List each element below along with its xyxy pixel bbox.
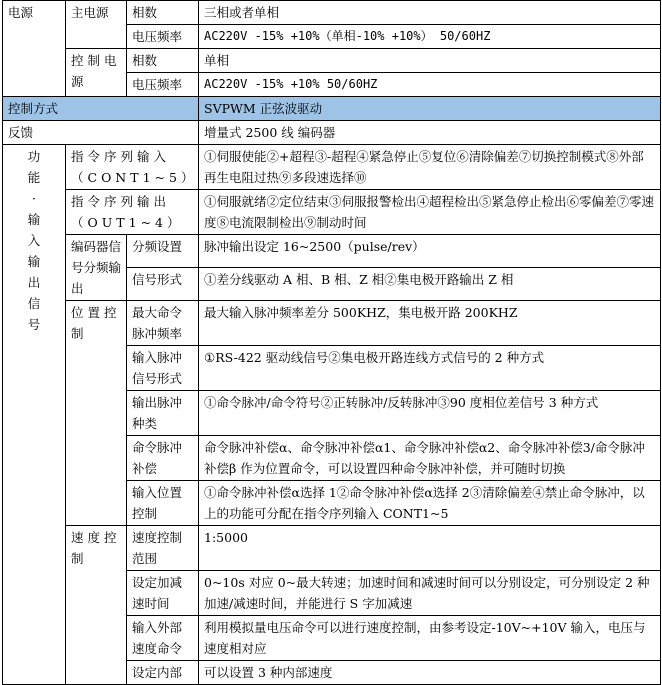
- control-mode-value: SVPWM 正弦波驱动: [199, 97, 661, 121]
- control-mode-label: 控制方式: [3, 97, 199, 121]
- cmd-input-value: ①伺服使能②+超程③-超程④紧急停止⑤复位⑥清除偏差⑦切换控制模式⑧外部再生电阻过热⑨多段速选择⑩: [199, 145, 661, 190]
- functions-label: 功 能 · 输 入 输 出 信 号: [3, 145, 66, 685]
- encoder-signal-value: ①差分线驱动 A 相、B 相、Z 相②集电极开路输出 Z 相: [199, 268, 661, 301]
- control-power-label: 控制电源: [66, 49, 127, 97]
- cmd-output-row: [3, 190, 661, 235]
- cmd-output-label: 指令序列输出（OUT1~4）: [66, 190, 199, 235]
- speed-accel-value: 0~10s 对应 0~最大转速；加速时间和减速时间可以分别设定，可分别设定 2 种加速/减速时间，并能进行 S 字加减速: [199, 571, 661, 616]
- speed-label: 速度控制: [66, 526, 127, 685]
- encoder-division-label: 分频设置: [127, 235, 199, 268]
- encoder-signal-label: 信号形式: [127, 268, 199, 301]
- control-mode-row: [3, 97, 661, 121]
- main-power-phase-row: [3, 1, 661, 25]
- position-input-form-label: 输入脉冲信号形式: [127, 346, 199, 391]
- position-compensation-value: 命令脉冲补偿α、命令脉冲补偿α1、命令脉冲补偿α2、命令脉冲补偿3/命令脉冲补偿β 作为位置命令，可以设置四种命令脉冲补偿，并可随时切换: [199, 436, 661, 481]
- control-voltage-label: 电压频率: [127, 73, 199, 97]
- position-label: 位置控制: [66, 301, 127, 526]
- control-voltage-value: AC220V -15% +10% 50/60HZ: [199, 73, 661, 97]
- position-input-form-value: ①RS-422 驱动线信号②集电极开路连线方式信号的 2 种方式: [199, 346, 661, 391]
- main-voltage-label: 电压频率: [127, 25, 199, 49]
- feedback-value: 增量式 2500 线 编码器: [199, 121, 661, 145]
- speed-range-row: [3, 526, 661, 571]
- cmd-output-value: ①伺服就绪②定位结束③伺服报警检出④超程检出⑤紧急停止检出⑥零偏差⑦零速度⑧电流限制检出⑨制动时间: [199, 190, 661, 235]
- main-voltage-value: AC220V -15% +10%（单相-10% +10%） 50/60HZ: [199, 25, 661, 49]
- encoder-division-row: [3, 235, 661, 268]
- position-compensation-label: 命令脉冲补偿: [127, 436, 199, 481]
- position-max-freq-value: 最大输入脉冲频率差分 500KHZ，集电极开路 200KHZ: [199, 301, 661, 346]
- main-phase-label: 相数: [127, 1, 199, 25]
- feedback-label: 反馈: [3, 121, 199, 145]
- speed-accel-label: 设定加减速时间: [127, 571, 199, 616]
- spec-table: [2, 0, 661, 685]
- feedback-row: [3, 121, 661, 145]
- control-power-phase-row: [3, 49, 661, 73]
- cmd-input-row: [3, 145, 661, 190]
- cmd-input-label: 指令序列输入（CONT1~5）: [66, 145, 199, 190]
- speed-range-value: 1:5000: [199, 526, 661, 571]
- speed-internal-label: 设定内部: [127, 661, 199, 685]
- position-input-control-label: 输入位置控制: [127, 481, 199, 526]
- position-input-control-value: ①命令脉冲补偿α选择 1②命令脉冲补偿α选择 2③清除偏差④禁止命令脉冲，以上的功能可分配在指令序列输入 CONT1~5: [199, 481, 661, 526]
- speed-range-label: 速度控制范围: [127, 526, 199, 571]
- position-output-type-value: ①命令脉冲/命令符号②正转脉冲/反转脉冲③90 度相位差信号 3 种方式: [199, 391, 661, 436]
- control-phase-value: 单相: [199, 49, 661, 73]
- control-phase-label: 相数: [127, 49, 199, 73]
- position-output-type-label: 输出脉冲种类: [127, 391, 199, 436]
- speed-external-label: 输入外部速度命令: [127, 616, 199, 661]
- main-power-label: 主电源: [66, 1, 127, 49]
- speed-external-value: 利用模拟量电压命令可以进行速度控制，由参考设定-10V~+10V 输入，电压与速度相对应: [199, 616, 661, 661]
- encoder-division-value: 脉冲输出设定 16~2500（pulse/rev）: [199, 235, 661, 268]
- position-max-freq-label: 最大命令脉冲频率: [127, 301, 199, 346]
- power-label: 电源: [3, 1, 66, 97]
- encoder-label: 编码器信号分频输出: [66, 235, 127, 301]
- position-max-freq-row: [3, 301, 661, 346]
- main-phase-value: 三相或者单相: [199, 1, 661, 25]
- speed-internal-value: 可以设置 3 种内部速度: [199, 661, 661, 685]
